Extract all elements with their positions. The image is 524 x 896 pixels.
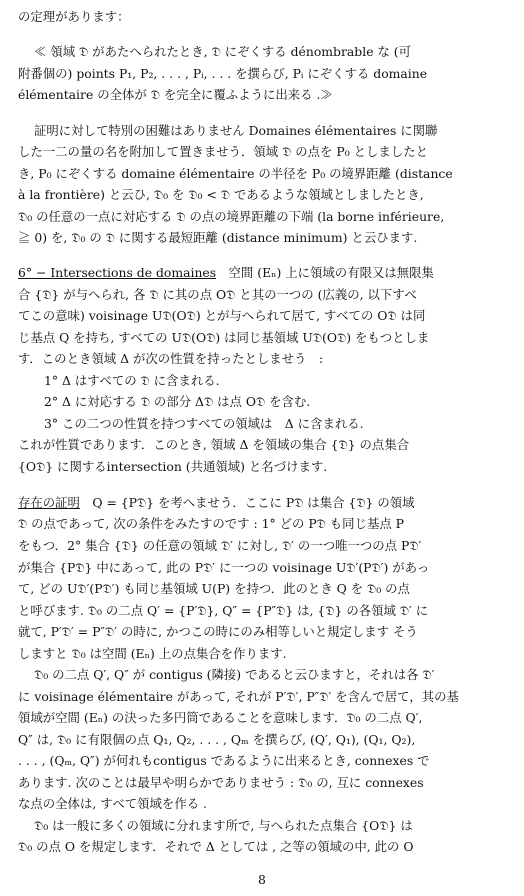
text-line: à la frontière) と云ひ, 𝔇₀ を 𝔇₀ < 𝔇 であるような領域としましたとき, xyxy=(18,187,424,202)
section-6-heading: 6° − Intersections de domaines xyxy=(18,265,217,280)
text-line: しますと 𝔇₀ は空間 (Eₙ) 上の点集合を作ります. xyxy=(18,646,287,661)
text-line: 証明に対して特別の困難はありません Domaines élémentaires に関聯 xyxy=(34,123,438,138)
text-line: . . . , (Qₘ, Q″) が何れもcontigus であるように出来るとき, connexes で xyxy=(18,753,430,768)
text-line: と呼びます. 𝔇₀ の二点 Q′ = {P′𝔇}, Q″ = {P″𝔇} は, {𝔇} の各領域 𝔇′ に xyxy=(18,603,429,618)
text-line: Q″ は, 𝔇₀ に有限個の点 Q₁, Q₂, . . . , Qₘ を撰らび, (Q′, Q₁), (Q₁, Q₂), xyxy=(18,732,416,747)
section-6-heading-line xyxy=(18,265,434,280)
text-line: の定理があります： xyxy=(18,9,130,24)
text-line: てこの意味) voisinage U𝔇(O𝔇) とが与へられて居て, すべての O𝔇 は同 xyxy=(18,308,426,323)
text-line: 合 {𝔇} が与へられ, 各 𝔇 に其の点 O𝔇 と其の一つの (広義の, 以下すべ xyxy=(18,287,417,302)
text-line: ≧ 0) を, 𝔇₀ の 𝔇 に関する最短距離 (distance minimum) と云ひます. xyxy=(18,230,418,245)
text-line: に voisinage élémentaire があって, それが P′𝔇′, P″𝔇′ を含んで居て，其の基 xyxy=(18,689,459,704)
proof-heading: 存在の証明 xyxy=(18,495,80,510)
text-line: した一二の量の名を附加して置きませう．領域 𝔇 の点を P₀ としましたと xyxy=(18,144,428,159)
text-line: 附番個の) points P₁, P₂, . . . , Pᵢ, . . . を撰らび, Pᵢ にぞくする domaine xyxy=(18,66,428,81)
text-line: をもつ．2° 集合 {𝔇} の任意の領域 𝔇′ に対し, 𝔇′ の一つ唯一つの点 P𝔇′ xyxy=(18,538,422,553)
text-line: 𝔇₀ の二点 Q′, Q″ が contigus (隣接) であると云ひますと，それは各 𝔇′ xyxy=(34,667,435,682)
text-line: 𝔇₀ は一般に多くの領域に分れます所で, 与へられた点集合 {O𝔇} は xyxy=(34,818,413,833)
proof-heading-line xyxy=(18,495,415,510)
text-line: て, どの U𝔇′(P𝔇′) も同じ基領域 U(P) を持つ．此のとき Q を 𝔇₀ の点 xyxy=(18,581,410,596)
text-line: あります. 次のことは最早や明らかでありませう : 𝔇₀ の, 互に connexes xyxy=(18,775,424,790)
text-line: 就て, P′𝔇′ = P″𝔇′ の時に, かつこの時にのみ相等しいと規定します そう xyxy=(18,624,418,639)
text-line: 𝔇 の点であって, 次の条件をみたすのです : 1° どの P𝔇 も同じ基点 P xyxy=(18,516,405,531)
text-line: 𝔇₀ の点 O を規定します．それで Δ としては , 之等の領域の中, 此の O xyxy=(18,839,414,854)
text-line: これが性質であります．このとき, 領域 Δ を領域の集合 {𝔇} の点集合 xyxy=(18,437,410,452)
text-line: な点の全体は, すべて領域を作る . xyxy=(18,796,207,811)
text-line: す．このとき領域 Δ が次の性質を持ったとしませう : xyxy=(18,351,323,366)
text-line: 2° Δ に対応する 𝔇 の部分 Δ𝔇 は点 O𝔇 を含む. xyxy=(44,394,311,409)
text-line: 領域が空間 (Eₙ) の決った多円筒であることを意味します．𝔇₀ の二点 Q′, xyxy=(18,710,423,725)
text-line: 1° Δ はすべての 𝔇 に含まれる. xyxy=(44,373,220,388)
text-line: が集合 {P𝔇} 中にあって, 此の P𝔇′ に一つの voisinage U𝔇′(P𝔇′) があっ xyxy=(18,560,430,575)
proof-heading-rest: Q = {P𝔇} を考へませう．ここに P𝔇 は集合 {𝔇} の領域 xyxy=(79,495,415,510)
text-line: 𝔇₀ の任意の一点に対応する 𝔇 の点の境界距離の下端 (la borne inférieure, xyxy=(18,209,445,224)
text-line: じ基点 Q を持ち, すべての U𝔇(O𝔇) は同じ基領域 U𝔇(O𝔇) をもつとしま xyxy=(18,330,430,345)
section-6-heading-rest: 空間 (Eₙ) 上に領域の有限又は無限集 xyxy=(216,265,434,280)
text-line: élémentaire の全体が 𝔇 を完全に覆ふように出来る .≫ xyxy=(18,87,333,102)
page-number: 8 xyxy=(258,872,266,887)
text-line: {O𝔇} に関するintersection (共通領域) と名づけます. xyxy=(18,459,328,474)
text-line: ≪ 領域 𝔇 があたへられたとき, 𝔇 にぞくする dénombrable な (可 xyxy=(34,44,412,59)
text-line: き, P₀ にぞくする domaine élémentaire の半径を P₀ の境界距離 (distance xyxy=(18,166,453,181)
text-line: 3° この二つの性質を持つすべての領域は Δ に含まれる. xyxy=(44,416,364,431)
